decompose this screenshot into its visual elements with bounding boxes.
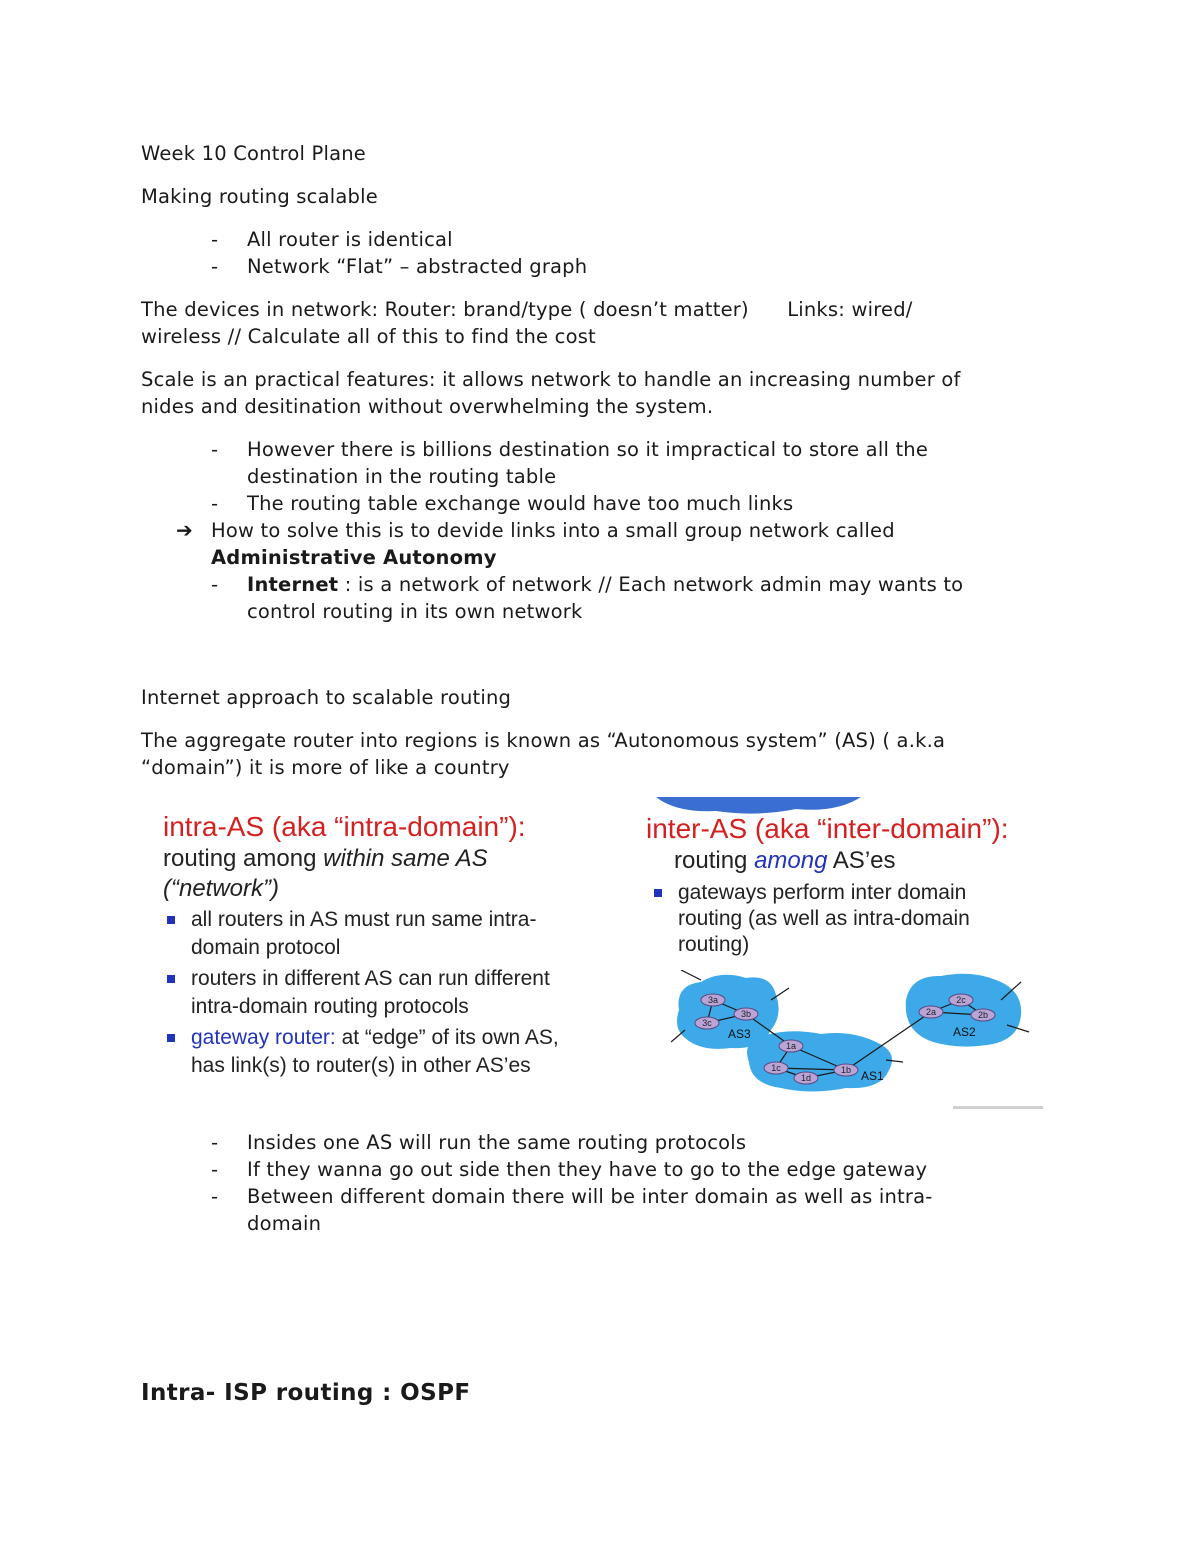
list-item-text: If they wanna go out side then they have to go to the edge gateway [247, 1158, 928, 1181]
doc-title: Week 10 Control Plane [141, 142, 367, 165]
scale-line-1: Scale is an practical features: it allows network to handle an increasing number of [141, 368, 961, 391]
intra-bullet-1-line-1: all routers in AS must run same intra- [191, 908, 537, 931]
intra-sub-1 [163, 845, 488, 873]
router-label: 3c [702, 1018, 712, 1028]
list-item [211, 253, 1061, 280]
list-item-text: Between different domain there will be inter domain as well as intra- [247, 1185, 933, 1208]
intra-bullet-3-line-2: has link(s) to router(s) in other AS’es [191, 1054, 531, 1077]
administrative-autonomy: Administrative Autonomy [211, 546, 497, 569]
intra-bullet-2-line-1: routers in different AS can run different [191, 967, 550, 990]
list-item [211, 1129, 1061, 1156]
list-item [211, 571, 1061, 625]
list-item [211, 1183, 1061, 1237]
inter-bullet-line-1: gateways perform inter domain [678, 881, 967, 904]
bullet-icon [167, 975, 175, 983]
list-item [211, 436, 1061, 490]
inter-sub-c: AS’es [827, 847, 896, 874]
slide-image [141, 795, 1061, 1115]
list-item-text: Network “Flat” – abstracted graph [247, 255, 588, 278]
right-arrow-icon: ➔ [176, 518, 193, 542]
list-dash: - [211, 255, 219, 278]
as-label-as3: AS3 [728, 1027, 751, 1041]
solution-text: How to solve this is to devide links into a small group network called [211, 519, 895, 542]
intra-sub-1a: routing among [163, 845, 324, 872]
list-item-text: The routing table exchange would have too much links [247, 492, 794, 515]
section-making-routing-scalable: Making routing scalable [141, 185, 378, 208]
devices-line-2: wireless // Calculate all of this to find the cost [141, 325, 596, 348]
list-dash: - [211, 1185, 219, 1208]
list-dash: - [211, 438, 219, 461]
intra-bullet-1-line-2: domain protocol [191, 936, 341, 959]
inter-bullet-line-3: routing) [678, 933, 750, 956]
intra-bullet-3-line-1 [191, 1026, 559, 1050]
as-label-as1: AS1 [861, 1069, 884, 1083]
internet-line [247, 571, 1061, 598]
slide-watermark [953, 1105, 1043, 1111]
list-item-text-cont: domain [247, 1212, 322, 1235]
router-label: 1b [840, 1065, 852, 1075]
aggregate-line-2: “domain”) it is more of like a country [141, 756, 510, 779]
as-network-diagram [671, 970, 1031, 1095]
ospf-heading: Intra- ISP routing : OSPF [141, 1380, 471, 1406]
list-item-text-cont: destination in the routing table [247, 465, 557, 488]
inter-as-title: inter-AS (aka “inter-domain”): [646, 813, 1009, 844]
inter-sub-a: routing [674, 847, 755, 874]
list-item [211, 1156, 1061, 1183]
bullet-icon [167, 916, 175, 924]
list-dash: - [211, 492, 219, 515]
internet-line-2: control routing in its own network [247, 600, 583, 623]
router-label: 1a [785, 1041, 797, 1051]
router-label: 1d [800, 1073, 812, 1083]
solution-bold [211, 544, 1056, 571]
inter-bullet-line-2: routing (as well as intra-domain [678, 907, 970, 930]
aggregate-line-1: The aggregate router into regions is known as “Autonomous system” (AS) ( a.k.a [141, 729, 946, 752]
section-internet-approach: Internet approach to scalable routing [141, 686, 512, 709]
internet-rest: : is a network of network // Each network admin may wants to [338, 573, 964, 596]
intra-sub-2: (“network”) [163, 875, 280, 902]
scale-line-2: nides and desitination without overwhelming the system. [141, 395, 714, 418]
bullet-icon [167, 1034, 175, 1042]
router-label: 2c [956, 995, 966, 1005]
intra-bullet-3-rest: at “edge” of its own AS, [335, 1026, 559, 1049]
list-dash: - [211, 1158, 219, 1181]
as-label-as2: AS2 [953, 1025, 976, 1039]
arrow-list-item [176, 517, 1056, 571]
list-item [211, 226, 1061, 253]
bullet-icon [654, 889, 662, 897]
list-dash: - [211, 1131, 219, 1154]
router-label: 3b [740, 1009, 752, 1019]
intra-as-title: intra-AS (aka “intra-domain”): [163, 811, 526, 842]
internet-bold: Internet [247, 573, 339, 596]
inter-sub [674, 847, 896, 875]
list-item-text: Insides one AS will run the same routing protocols [247, 1131, 747, 1154]
list-dash: - [211, 573, 219, 596]
list-item [211, 490, 1061, 517]
router-label: 2a [925, 1007, 937, 1017]
gateway-router-label: gateway router: [191, 1026, 336, 1049]
intra-bullet-2-line-2: intra-domain routing protocols [191, 995, 469, 1018]
devices-line-1: The devices in network: Router: brand/type ( doesn’t matter) Links: wired/ [141, 298, 913, 321]
list-item-text: However there is billions destination so it impractical to store all the [247, 438, 929, 461]
intra-sub-1b: within same AS [323, 845, 488, 872]
router-label: 2b [977, 1010, 989, 1020]
inter-sub-among: among [754, 847, 828, 874]
router-label: 3a [707, 995, 719, 1005]
list-item-text: All router is identical [247, 228, 453, 251]
router-label: 1c [771, 1063, 781, 1073]
list-dash: - [211, 228, 219, 251]
